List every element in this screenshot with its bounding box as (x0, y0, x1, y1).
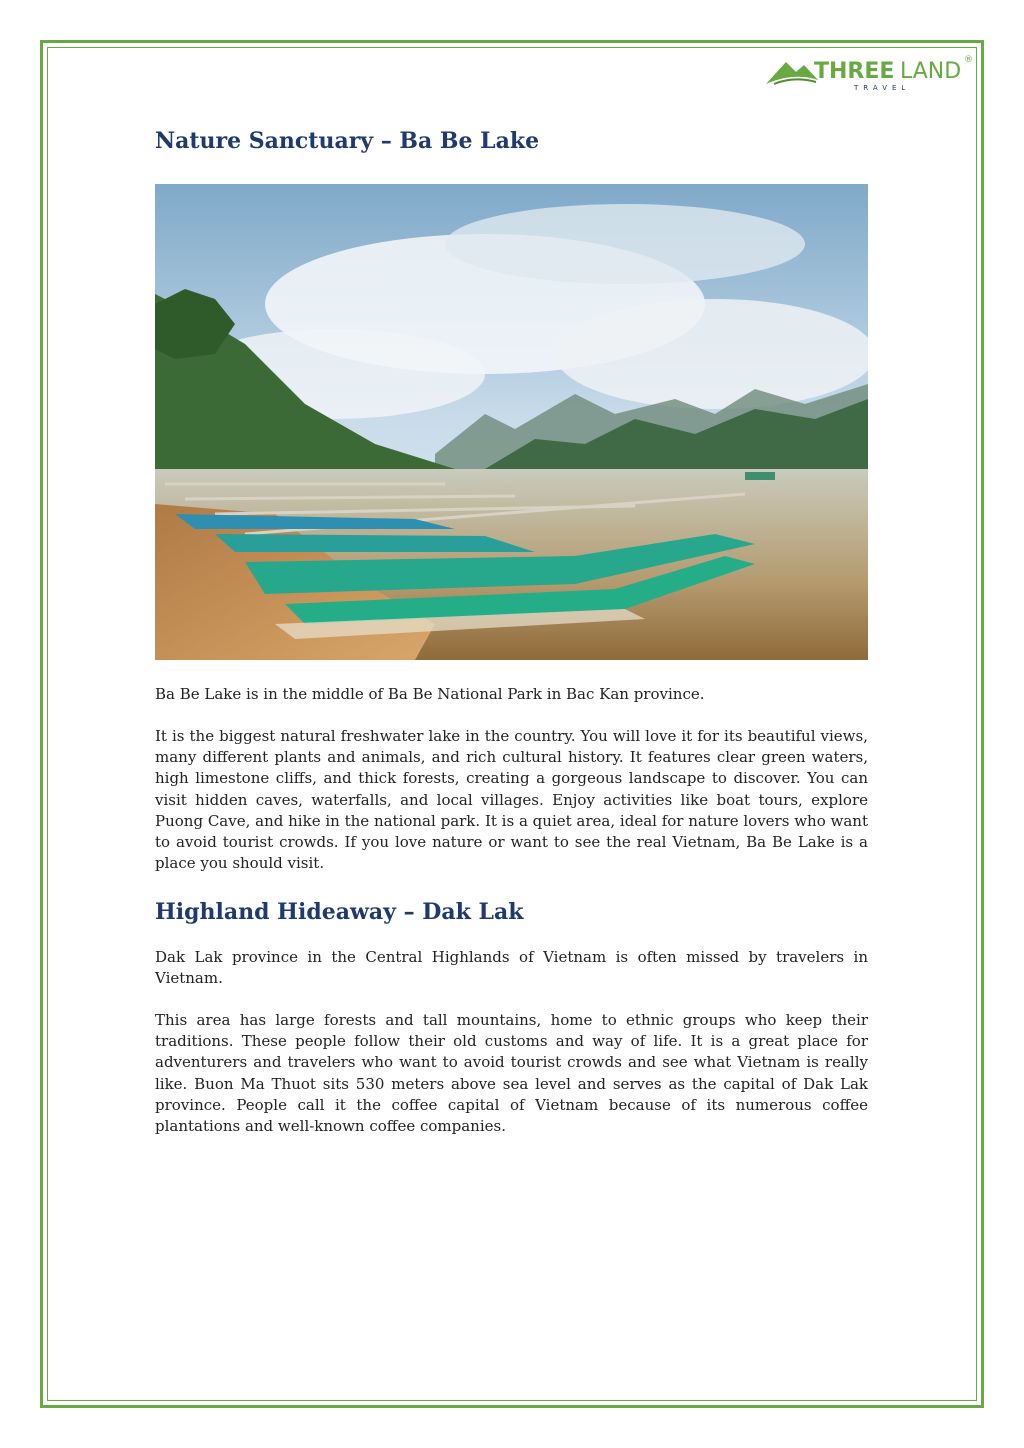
logo-secondary-text: LAND (900, 59, 962, 84)
paragraph-dak-lak-intro: Dak Lak province in the Central Highlands of Vietnam is often missed by travelers in Vietnam. (155, 948, 868, 988)
logo-primary-text: THREE (814, 59, 895, 84)
section-heading-dak-lak: Highland Hideaway – Dak Lak (155, 898, 524, 925)
document-body (155, 120, 868, 1138)
paragraph-dak-lak-details: This area has large forests and tall mountains, home to ethnic groups who keep their traditions. These people follow their old customs and way of life. It is a great place for adventurers and travelers who want to avoid tourist crowds and see what Vietnam is really like. Buon Ma Thuot sits 530 meters above sea level and serves as the capital of Dak Lak province. People call it the coffee capital of Vietnam because of its numerous coffee plantations and well-known coffee companies. (155, 1010, 868, 1136)
lake-boats-photo (155, 184, 868, 660)
logo-mountain-icon (764, 50, 974, 94)
logo-registered-mark: ® (964, 55, 973, 65)
section-heading-ba-be-lake: Nature Sanctuary – Ba Be Lake (155, 128, 540, 154)
paragraph-ba-be-intro: Ba Be Lake is in the middle of Ba Be National Park in Bac Kan province. (155, 685, 705, 704)
threeland-logo (764, 50, 974, 94)
paragraph-ba-be-details: It is the biggest natural freshwater lake in the country. You will love it for its beautiful views, many different plants and animals, and rich cultural history. It features clear green waters, high limestone cliffs, and thick forests, creating a gorgeous landscape to discover. You can visit hidden caves, waterfalls, and local villages. Enjoy activities like boat tours, explore Puong Cave, and hike in the national park. It is a quiet area, ideal for nature lovers who want to avoid tourist crowds. If you love nature or want to see the real Vietnam, Ba Be Lake is a place you should visit. (155, 726, 868, 873)
logo-sub-text: TRAVEL (854, 84, 911, 92)
